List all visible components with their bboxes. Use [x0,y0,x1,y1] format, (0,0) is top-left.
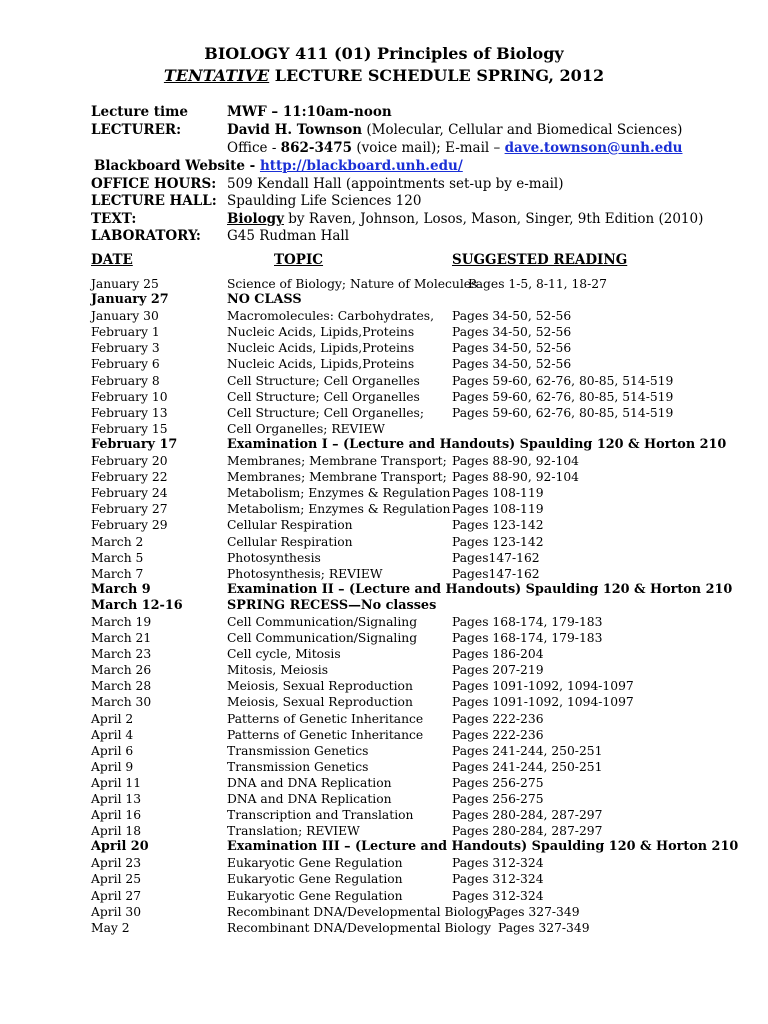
schedule-date: April 23 [91,856,142,871]
schedule-reading: Pages 312-324 [452,888,544,903]
schedule-reading: Pages 34-50, 52-56 [452,325,572,340]
schedule-date: March 5 [91,550,144,565]
schedule-topic: Transmission Genetics [227,743,369,758]
schedule-topic: NO CLASS [227,292,302,308]
schedule-reading: Pages 34-50, 52-56 [452,309,572,324]
schedule-reading: Pages 34-50, 52-56 [452,357,572,372]
schedule-row [0,421,768,437]
schedule-topic: Cell Structure; Cell Organelles [227,373,420,388]
schedule-date: April 30 [91,904,142,919]
schedule-topic: Eukaryotic Gene Regulation [227,856,403,871]
schedule-reading: Pages 1091-1092, 1094-1097 [452,679,634,694]
lecturer-label: LECTURER: [91,122,182,138]
schedule-topic: Photosynthesis [227,550,321,565]
schedule-row [0,775,768,791]
schedule-date: April 6 [91,743,134,758]
schedule-topic: Cell Organelles; REVIEW [227,421,385,436]
schedule-topic: Cell Communication/Signaling [227,631,418,646]
schedule-row [0,405,768,421]
schedule-topic: Nucleic Acids, Lipids,Proteins [227,357,415,372]
schedule-date: February 13 [91,405,168,420]
schedule-reading: Pages 241-244, 250-251 [452,743,603,758]
text-line [91,211,703,227]
schedule-row [0,437,768,453]
schedule-reading: Pages 280-284, 287-297 [452,808,603,823]
schedule-reading: Pages 312-324 [452,856,544,871]
lecture-time-label: Lecture time [91,104,188,120]
schedule-date: February 20 [91,454,168,469]
schedule-date: January 30 [91,309,159,324]
schedule-date: February 6 [91,357,160,372]
office-prefix: Office - [227,140,281,156]
schedule-date: March 7 [91,566,144,581]
schedule-topic: Nucleic Acids, Lipids,Proteins [227,341,415,356]
schedule-reading: Pages 280-284, 287-297 [452,824,603,839]
schedule-reading: Pages 207-219 [452,663,544,678]
column-header-date: DATE [91,252,133,268]
laboratory-value: G45 Rudman Hall [227,228,350,244]
office-contact-line [227,140,683,156]
schedule-row [0,823,768,839]
schedule-row [0,839,768,855]
blackboard-link[interactable]: http://blackboard.unh.edu/ [259,158,463,174]
schedule-row [0,904,768,920]
schedule-reading: Pages 59-60, 62-76, 80-85, 514-519 [452,389,674,404]
schedule-row [0,711,768,727]
schedule-reading: Pages 327-349 [488,904,580,919]
schedule-date: March 12-16 [91,597,183,613]
schedule-topic: Membranes; Membrane Transport; [227,454,447,469]
email-link[interactable]: dave.townson@unh.edu [504,140,683,156]
schedule-reading: Pages 168-174, 179-183 [452,631,603,646]
schedule-topic: Cell Structure; Cell Organelles; [227,405,424,420]
schedule-reading: Pages 327-349 [498,920,590,935]
schedule-reading: Pages 108-119 [452,486,544,501]
schedule-reading: Pages 241-244, 250-251 [452,759,603,774]
lecturer-line [91,122,682,138]
schedule-row [0,920,768,936]
schedule-date: March 2 [91,534,144,549]
schedule-row [0,453,768,469]
schedule-reading: Pages 88-90, 92-104 [452,470,579,485]
schedule-topic: Mitosis, Meiosis [227,663,328,678]
lecturer-dept: (Molecular, Cellular and Biomedical Sciences) [362,122,683,138]
schedule-row [0,356,768,372]
schedule-row [0,485,768,501]
schedule-topic: Meiosis, Sexual Reproduction [227,695,413,710]
schedule-date: February 8 [91,373,160,388]
schedule-row [0,501,768,517]
schedule-date: January 25 [91,277,159,291]
schedule-row [0,517,768,533]
schedule-topic: Membranes; Membrane Transport; [227,470,447,485]
lecture-hall-label: LECTURE HALL: [91,193,217,209]
schedule-topic: Transmission Genetics [227,759,369,774]
schedule-reading: Pages 123-142 [452,518,544,533]
schedule-row [0,308,768,324]
schedule-row [0,662,768,678]
schedule-topic: Cell Structure; Cell Organelles [227,389,420,404]
schedule-title-rest: LECTURE SCHEDULE SPRING, 2012 [269,66,605,85]
schedule-row [0,340,768,356]
schedule-date: February 24 [91,486,168,501]
schedule-row [0,534,768,550]
schedule-topic: Eukaryotic Gene Regulation [227,888,403,903]
schedule-topic: Photosynthesis; REVIEW [227,566,383,581]
schedule-topic: Recombinant DNA/Developmental Biology [227,920,492,935]
schedule-topic: Cellular Respiration [227,534,353,549]
schedule-reading: Pages 1091-1092, 1094-1097 [452,695,634,710]
schedule-topic: DNA and DNA Replication [227,792,392,806]
column-header-topic: TOPIC [274,252,324,268]
schedule-reading: Pages 186-204 [452,647,544,662]
schedule-date: March 28 [91,679,152,694]
schedule-topic: Translation; REVIEW [227,824,360,839]
schedule-row [0,630,768,646]
office-phone-note: (voice mail); E-mail – [352,140,505,156]
schedule-date: March 19 [91,614,152,629]
schedule-topic: Eukaryotic Gene Regulation [227,872,403,887]
schedule-reading: Pages 59-60, 62-76, 80-85, 514-519 [452,373,674,388]
schedule-date: April 20 [91,839,149,855]
schedule-reading: Pages 256-275 [452,792,544,806]
schedule-row [0,614,768,630]
tentative-label: TENTATIVE [163,66,270,85]
schedule-reading: Pages147-162 [452,550,540,565]
schedule-date: April 9 [91,759,134,774]
schedule-date: March 30 [91,695,152,710]
schedule-row [0,871,768,887]
schedule-row [0,759,768,775]
schedule-reading: Pages 108-119 [452,502,544,517]
schedule-reading: Pages147-162 [452,566,540,581]
schedule-topic: Patterns of Genetic Inheritance [227,711,424,726]
office-hours-value: 509 Kendall Hall (appointments set-up by e-mail) [227,176,564,192]
schedule-date: February 1 [91,325,160,340]
schedule-date: April 16 [91,808,142,823]
text-label: TEXT: [91,211,137,227]
schedule-date: April 11 [91,775,142,790]
schedule-topic: SPRING RECESS—No classes [227,597,437,613]
schedule-date: February 29 [91,518,168,533]
schedule-row [0,276,768,292]
schedule-date: February 10 [91,389,168,404]
schedule-reading: Pages 59-60, 62-76, 80-85, 514-519 [452,405,674,420]
schedule-row [0,292,768,308]
schedule-title [0,66,768,85]
schedule-reading: Pages 168-174, 179-183 [452,614,603,629]
schedule-topic: Science of Biology; Nature of Molecules [227,277,478,291]
schedule-date: March 9 [91,581,151,597]
schedule-date: April 27 [91,888,142,903]
lecture-hall-value: Spaulding Life Sciences 120 [227,193,422,209]
schedule-row [0,373,768,389]
schedule-row [0,807,768,823]
schedule-row [0,566,768,582]
schedule-date: March 26 [91,663,152,678]
schedule-row [0,888,768,904]
schedule-date: March 21 [91,631,152,646]
schedule-row [0,389,768,405]
schedule-topic: Cell Communication/Signaling [227,614,418,629]
schedule-date: February 27 [91,502,168,517]
schedule-date: February 22 [91,470,168,485]
schedule-topic: Recombinant DNA/Developmental Biology [227,904,492,919]
schedule-topic: Macromolecules: Carbohydrates, [227,309,435,324]
schedule-reading: Pages 123-142 [452,534,544,549]
schedule-row [0,598,768,614]
laboratory-label: LABORATORY: [91,228,201,244]
schedule-row [0,550,768,566]
schedule-topic: Examination III – (Lecture and Handouts) Spaulding 120 & Horton 210 [227,839,739,855]
schedule-date: February 15 [91,421,168,436]
schedule-topic: Metabolism; Enzymes & Regulation [227,486,451,501]
text-authors: by Raven, Johnson, Losos, Mason, Singer, 9th Edition (2010) [283,211,704,227]
lecturer-name: David H. Townson [227,122,363,138]
schedule-date: March 23 [91,647,152,662]
schedule-reading: Pages 312-324 [452,872,544,887]
schedule-topic: Examination I – (Lecture and Handouts) Spaulding 120 & Horton 210 [227,436,727,452]
lecture-hall-line [91,193,421,209]
office-phone: 862-3475 [280,140,353,156]
schedule-table [0,276,768,936]
schedule-reading: Pages 222-236 [452,711,544,726]
schedule-row [0,582,768,598]
schedule-reading: Pages 34-50, 52-56 [452,341,572,356]
schedule-date: April 4 [91,727,134,742]
text-title: Biology [227,211,284,227]
schedule-date: April 25 [91,872,142,887]
schedule-row [0,678,768,694]
schedule-reading: Pages 88-90, 92-104 [452,454,579,469]
schedule-topic: Cell cycle, Mitosis [227,647,341,662]
schedule-topic: Cellular Respiration [227,518,353,533]
schedule-row [0,469,768,485]
schedule-row [0,855,768,871]
schedule-date: May 2 [91,920,130,935]
laboratory-line [91,228,349,244]
schedule-row [0,694,768,710]
schedule-date: April 18 [91,824,142,839]
blackboard-label: Blackboard Website - [94,158,260,174]
office-hours-line [91,176,564,192]
schedule-row [0,727,768,743]
schedule-topic: Transcription and Translation [227,808,414,823]
schedule-reading: Pages 222-236 [452,727,544,742]
schedule-topic: Metabolism; Enzymes & Regulation [227,502,451,517]
schedule-date: April 13 [91,792,142,806]
schedule-topic: Examination II – (Lecture and Handouts) Spaulding 120 & Horton 210 [227,581,733,597]
column-header-reading: SUGGESTED READING [452,252,628,268]
course-title: BIOLOGY 411 (01) Principles of Biology [204,44,564,63]
schedule-row [0,324,768,340]
schedule-topic: Patterns of Genetic Inheritance [227,727,424,742]
blackboard-line [94,158,463,174]
lecture-time-line [91,104,392,120]
schedule-reading: Pages 1-5, 8-11, 18-27 [468,277,607,291]
schedule-topic: Nucleic Acids, Lipids,Proteins [227,325,415,340]
schedule-date: January 27 [91,292,169,308]
schedule-date: February 17 [91,436,178,452]
schedule-topic: DNA and DNA Replication [227,775,392,790]
lecture-time-value: MWF – 11:10am-noon [227,104,392,120]
schedule-topic: Meiosis, Sexual Reproduction [227,679,413,694]
schedule-date: April 2 [91,711,134,726]
schedule-date: February 3 [91,341,160,356]
schedule-row [0,791,768,807]
schedule-reading: Pages 256-275 [452,775,544,790]
office-hours-label: OFFICE HOURS: [91,176,217,192]
schedule-row [0,743,768,759]
schedule-row [0,646,768,662]
